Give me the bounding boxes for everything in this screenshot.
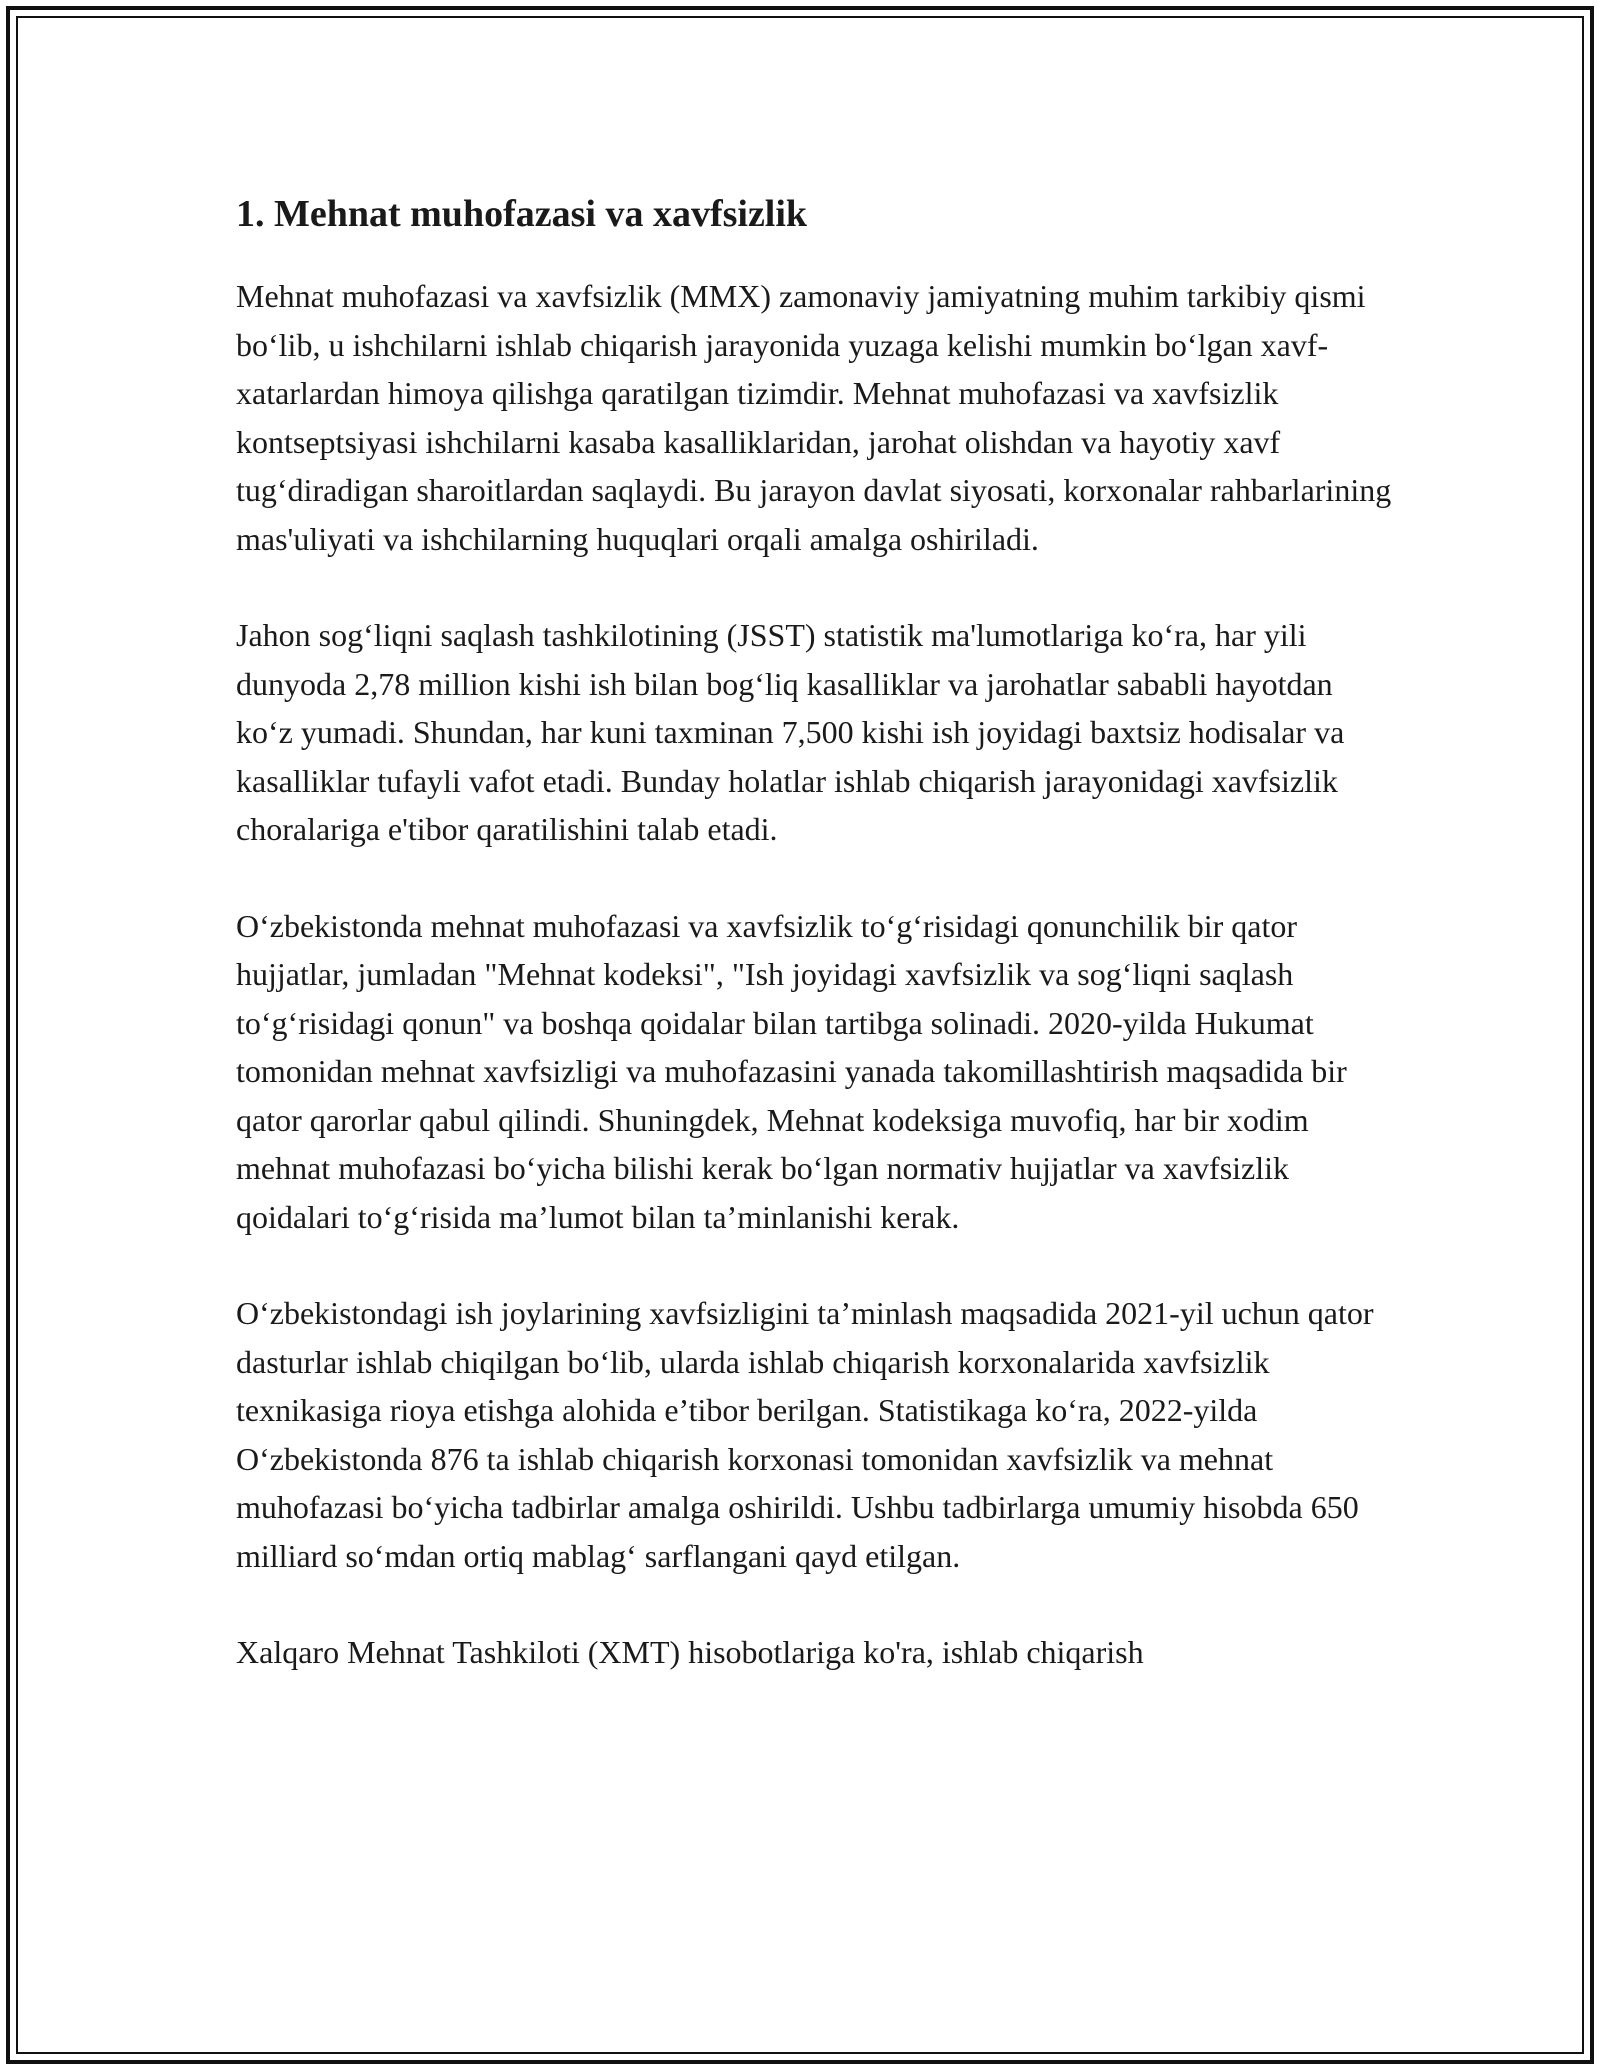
paragraph-2: Jahon sog‘liqni saqlash tashkilotining (JSST) statistik ma'lumotlariga ko‘ra, har yili dunyoda 2,78 million kishi ish bilan bog‘liq kasalliklar va jarohatlar sababli hayotdan ko‘z yumadi. Shundan, har kuni taxminan 7,500 kishi ish joyidagi baxtsiz hodisalar va kasalliklar tufayli vafot etadi. Bunday holatlar ishlab chiqarish jarayonidagi xavfsizlik choralariga e'tibor qaratilishini talab etadi. [236,617,1345,847]
document-body [236,186,1396,1725]
paragraph-1: Mehnat muhofazasi va xavfsizlik (MMX) zamonaviy jamiyatning muhim tarkibiy qismi bo‘lib, u ishchilarni ishlab chiqarish jarayonida yuzaga kelishi mumkin bo‘lgan xavf-xatarlardan himoya qilishga qaratilgan tizimdir. Mehnat muhofazasi va xavfsizlik kontseptsiyasi ishchilarni kasaba kasalliklaridan, jarohat olishdan va hayotiy xavf tug‘diradigan sharoitlardan saqlaydi. Bu jarayon davlat siyosati, korxonalar rahbarlarining mas'uliyati va ishchilarning huquqlari orqali amalga oshiriladi. [236,278,1392,557]
paragraph-4: O‘zbekistondagi ish joylarining xavfsizligini ta’minlash maqsadida 2021-yil uchun qator dasturlar ishlab chiqilgan bo‘lib, ularda ishlab chiqarish korxonalarida xavfsizlik texnikasiga rioya etishga alohida e’tibor berilgan. Statistikaga ko‘ra, 2022-yilda O‘zbekistonda 876 ta ishlab chiqarish korxonasi tomonidan xavfsizlik va mehnat muhofazasi bo‘yicha tadbirlar amalga oshirildi. Ushbu tadbirlarga umumiy hisobda 650 milliard so‘mdan ortiq mablag‘ sarflangani qayd etilgan. [236,1295,1374,1574]
paragraph-5: Xalqaro Mehnat Tashkiloti (XMT) hisobotlariga ko'ra, ishlab chiqarish [236,1634,1144,1670]
paragraph-3: O‘zbekistonda mehnat muhofazasi va xavfsizlik to‘g‘risidagi qonunchilik bir qator hujjatlar, jumladan "Mehnat kodeksi", "Ish joyidagi xavfsizlik va sog‘liqni saqlash to‘g‘risidagi qonun" va boshqa qoidalar bilan tartibga solinadi. 2020-yilda Hukumat tomonidan mehnat xavfsizligi va muhofazasini yanada takomillashtirish maqsadida bir qator qarorlar qabul qilindi. Shuningdek, Mehnat kodeksiga muvofiq, har bir xodim mehnat muhofazasi bo‘yicha bilishi kerak bo‘lgan normativ hujjatlar va xavfsizlik qoidalari to‘g‘risida ma’lumot bilan ta’minlanishi kerak. [236,907,1347,1235]
section-heading: 1. Mehnat muhofazasi va xavfsizlik [236,193,808,235]
